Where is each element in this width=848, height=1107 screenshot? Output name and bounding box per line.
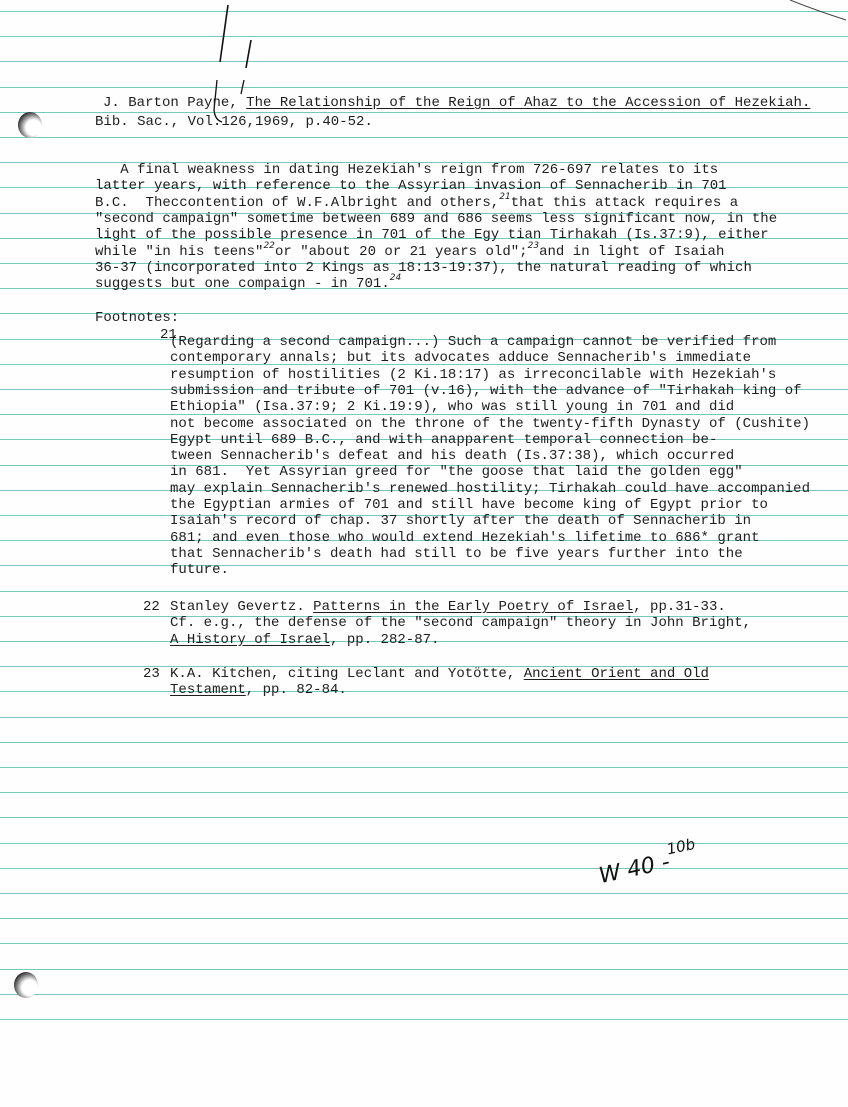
pen-stroke [241, 80, 244, 94]
text-segment: latter years, with reference to the Assyrian invasion of Sennacherib in 701 [95, 178, 727, 195]
footnote-line [170, 350, 751, 366]
footnote-line [170, 546, 743, 562]
text-segment: , pp. 82-84. [245, 682, 347, 699]
footnote-line [170, 497, 768, 513]
text-segment: that Sennacherib's death had still to be five years further into the [170, 545, 743, 562]
footnote-line [170, 367, 776, 383]
text-segment: Ethiopia" (Isa.37:9; 2 Ki.19:9), who was still young in 701 and did [170, 399, 735, 416]
text-segment: may explain Sennacherib's renewed hostility; Tirhakah could have accompanied [170, 480, 811, 497]
text-segment: the Egyptian armies of 701 and still have become king of Egypt prior to [170, 497, 768, 513]
underlined-title: Ancient Orient and Old [523, 666, 709, 682]
handwritten-note-main: W 40 - [596, 849, 673, 889]
footnotes-heading: Footnotes: [95, 310, 180, 326]
footnote-line [170, 632, 440, 648]
footnote-number: 21 [160, 327, 177, 343]
pen-stroke [220, 5, 228, 62]
footnote-reference: 22 [263, 240, 275, 251]
text-segment: K.A. Kitchen, citing Leclant and Yotötte, [170, 666, 524, 682]
text-segment: , pp. 282-87. [330, 631, 440, 648]
text-segment: 681; and even those who would extend Hezekiah's lifetime to 686* grant [170, 529, 760, 546]
pen-stroke [246, 40, 251, 68]
text-segment: that this attack requires a [510, 194, 739, 211]
text-segment: and in light of Isaiah [539, 243, 725, 260]
text-segment: tween Sennacherib's defeat and his death (Is.37:38), which occurred [170, 448, 735, 465]
text-segment: Bib. Sac., Vol.126,1969, p.40-52. [95, 114, 373, 130]
text-segment: future. [170, 562, 229, 579]
text-segment: Cf. e.g., the defense of the "second campaign" theory in John Bright, [170, 615, 752, 632]
text-segment: Isaiah's record of chap. 37 shortly after the death of Sennacherib in [170, 513, 752, 530]
footnote-line [170, 615, 751, 631]
text-segment: or "about 20 or 21 years old"; [274, 243, 528, 260]
page-edge-mark [790, 0, 846, 20]
footnote-line [170, 448, 734, 464]
paragraph-line [95, 227, 769, 243]
text-segment: suggests but one compaign - in 701. [95, 276, 390, 293]
footnote-number: 23 [143, 666, 160, 682]
underlined-title: The Relationship of the Reign of Ahaz to the Accession of Hezekiah. [246, 95, 811, 111]
footnote-line [170, 334, 776, 350]
footnote-reference: 24 [389, 273, 402, 284]
citation-line [95, 114, 373, 130]
text-segment: Stanley Gevertz. [170, 599, 314, 615]
text-segment: A final weakness in dating Hezekiah's reign from 726-697 relates to its [95, 162, 719, 178]
text-segment: 36-37 (incorporated into 2 Kings as 18:13-19:37), the natural reading of which [95, 259, 752, 276]
footnote-line [170, 432, 717, 448]
footnote-line [170, 530, 760, 546]
footnote-line [170, 399, 734, 415]
footnote-number: 22 [143, 599, 160, 615]
footnote-line [170, 416, 810, 432]
underlined-title: Testament [170, 682, 246, 699]
footnote-line [170, 513, 751, 529]
paragraph-line [95, 211, 777, 227]
text-segment: in 681. Yet Assyrian greed for "the goose that laid the golden egg" [170, 464, 743, 481]
footnote-line [170, 481, 810, 497]
underlined-title: A History of Israel [170, 631, 331, 648]
footnote-line [170, 599, 726, 615]
footnote-line [170, 464, 743, 480]
text-segment: resumption of hostilities (2 Ki.18:17) as irreconcilable with Hezekiah's [170, 366, 777, 383]
text-segment: J. Barton Payne, [103, 95, 247, 111]
footnote-line [170, 562, 229, 578]
footnote-line [170, 666, 709, 682]
paragraph-line [95, 240, 725, 260]
text-segment: , pp.31-33. [633, 599, 726, 615]
paragraph-line [95, 260, 752, 276]
paragraph-line [95, 162, 718, 178]
text-segment: not become associated on the throne of the twenty-fifth Dynasty of (Cushite) [170, 415, 811, 432]
text-segment: B.C. Theccontention of W.F.Albright and others, [95, 194, 500, 211]
text-segment: Egypt until 689 B.C., and with anapparent temporal connection be- [170, 431, 718, 448]
paragraph-line [95, 191, 739, 211]
footnote-line [170, 383, 802, 399]
text-segment: (Regarding a second campaign...) Such a campaign cannot be verified from [170, 334, 777, 350]
text-segment: while "in his teens" [95, 243, 264, 260]
footnote-reference: 23 [527, 240, 540, 251]
footnote-reference: 21 [499, 191, 511, 202]
citation-line [103, 95, 810, 111]
footnote-line [170, 682, 347, 698]
handwritten-note-sup: 10b [665, 834, 697, 859]
text-segment: "second campaign" sometime between 689 and 686 seems less significant now, in the [95, 210, 778, 227]
text-segment: submission and tribute of 701 (v.16), with the advance of "Tirhakah king of [170, 382, 802, 399]
text-segment: contemporary annals; but its advocates adduce Sennacherib's immediate [170, 350, 752, 367]
paragraph-line [95, 273, 402, 293]
underlined-title: Patterns in the Early Poetry of Israel [313, 599, 634, 615]
text-segment: light of the possible presence in 701 of the Egy tian Tirhakah (Is.37:9), either [95, 227, 769, 244]
paragraph-line [95, 178, 727, 194]
